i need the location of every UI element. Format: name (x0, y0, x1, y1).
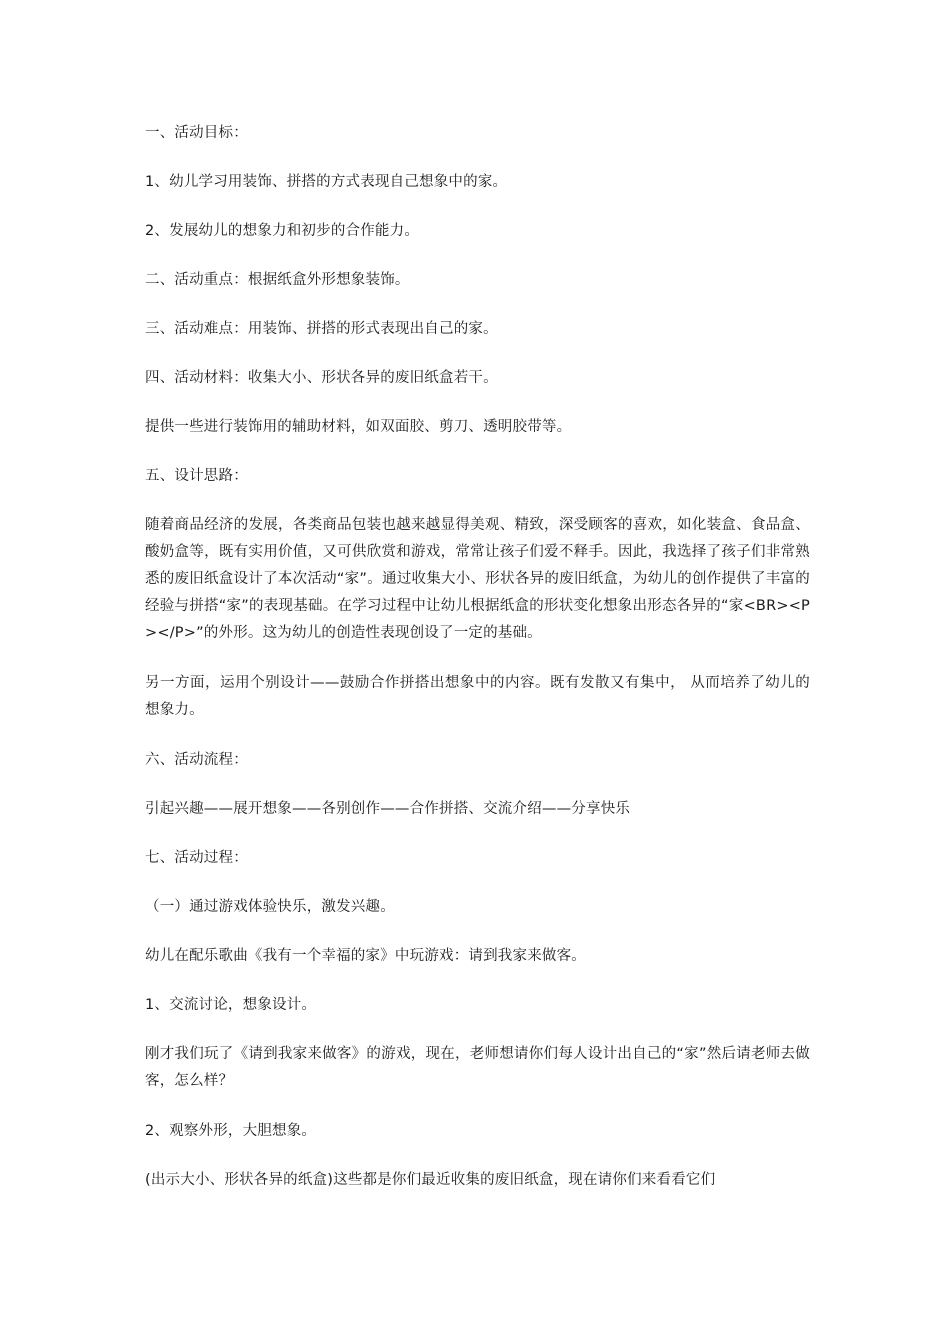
design-paragraph-2: 另一方面，运用个别设计——鼓励合作拼搭出想象中的内容。既有发散又有集中， 从而培养了幼儿的想象力。 (145, 675, 810, 718)
process-sub-2: 2、观察外形，大胆想象。 (145, 1123, 317, 1139)
goal-item-1: 1、幼儿学习用装饰、拼搭的方式表现自己想象中的家。 (145, 174, 508, 190)
section-heading-materials: 四、活动材料：收集大小、形状各异的废旧纸盒若干。 (145, 370, 498, 386)
process-step-1: （一）通过游戏体验快乐，激发兴趣。 (145, 899, 395, 915)
flow-detail: 引起兴趣——展开想象——各别创作——合作拼搭、交流介绍——分享快乐 (145, 801, 631, 817)
materials-detail: 提供一些进行装饰用的辅助材料，如双面胶、剪刀、透明胶带等。 (145, 419, 572, 435)
section-heading-design: 五、设计思路： (145, 468, 248, 484)
section-heading-difficulty: 三、活动难点：用装饰、拼搭的形式表现出自己的家。 (145, 321, 498, 337)
section-heading-flow: 六、活动流程： (145, 752, 248, 768)
design-paragraph-1: 随着商品经济的发展，各类商品包装也越来越显得美观、精致，深受顾客的喜欢，如化装盒、食品盒、酸奶盒等，既有实用价值，又可供欣赏和游戏，常常让孩子们爱不释手。因此，我选择了孩子们非常熟悉的废旧纸盒设计了本次活动“家”。通过收集大小、形状各异的废旧纸盒，为幼儿的创作提供了丰富的经验与拼搭“家”的表现基础。在学习过程中让幼儿根据纸盒的形状变化想象出形态各异的“家<BR><P></P>”的外形。这为幼儿的创造性表现创设了一定的基础。 (145, 517, 810, 641)
section-heading-focus: 二、活动重点：根据纸盒外形想象装饰。 (145, 272, 410, 288)
process-sub-1: 1、交流讨论，想象设计。 (145, 997, 317, 1013)
process-sub-2-detail: (出示大小、形状各异的纸盒)这些都是你们最近收集的废旧纸盒，现在请你们来看看它们 (145, 1172, 716, 1188)
document-body (145, 120, 810, 1216)
section-heading-goals: 一、活动目标： (145, 125, 248, 141)
process-sub-1-detail: 刚才我们玩了《请到我家来做客》的游戏，现在，老师想请你们每人设计出自己的“家”然后请老师去做客，怎么样？ (145, 1046, 810, 1089)
goal-item-2: 2、发展幼儿的想象力和初步的合作能力。 (145, 223, 420, 239)
process-step-1-detail: 幼儿在配乐歌曲《我有一个幸福的家》中玩游戏：请到我家来做客。 (145, 948, 586, 964)
section-heading-process: 七、活动过程： (145, 850, 248, 866)
